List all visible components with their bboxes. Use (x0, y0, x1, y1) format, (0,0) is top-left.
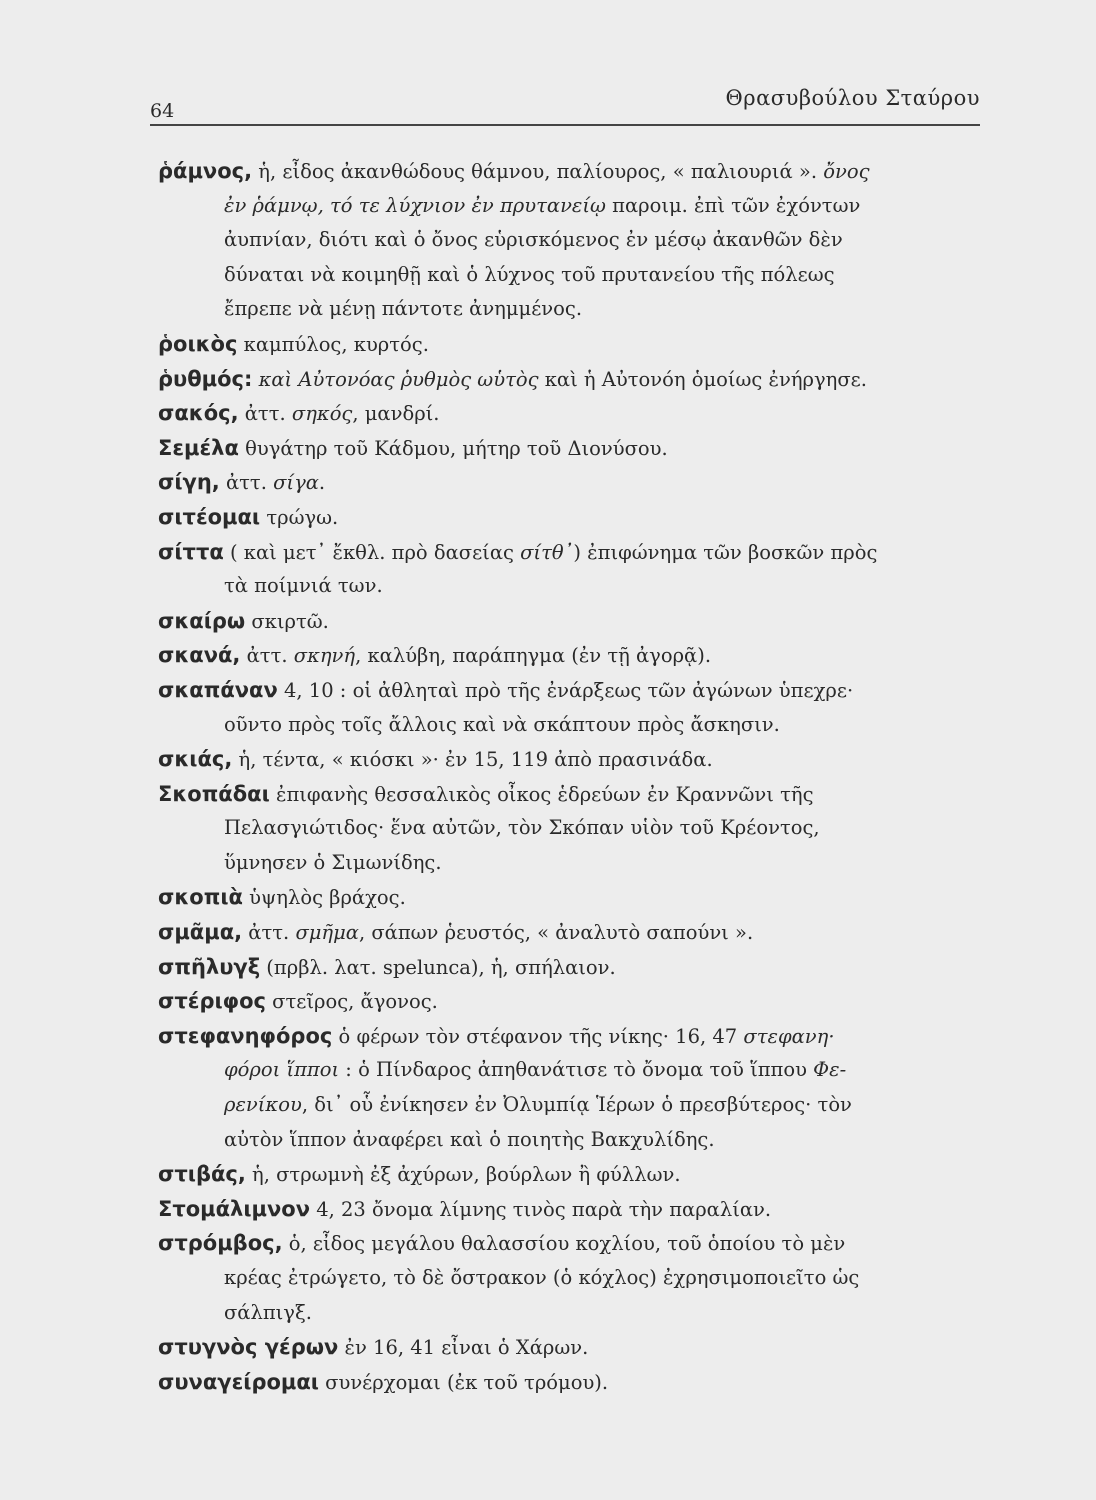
entry-definition-text: ) ἐπιφώνημα τῶν βοσκῶν πρὸς (573, 540, 878, 564)
entry-lemma: στέριφος (158, 989, 266, 1014)
entry-definition-text: τὰ ποίμνιά των. (224, 574, 383, 598)
entry-continuation-line (158, 292, 990, 327)
entry-definition-text: ὑψηλὸς βράχος. (242, 886, 406, 910)
entry-quote-text: ἐν ῥάμνῳ, τό τε λύχνιον ἐν πρυτανείῳ (224, 193, 606, 217)
entry-lemma: Σκοπάδαι (158, 781, 270, 806)
entry-lemma: σίγη, (158, 470, 220, 495)
entry-line (158, 1226, 990, 1261)
entry-quote-text: σηκός (291, 402, 353, 426)
entry-lemma: σπῆλυγξ (158, 954, 261, 979)
entry-quote-text: σκηνή (293, 644, 356, 668)
entry-definition-text: σάλπιγξ. (224, 1300, 312, 1324)
entry-line (158, 1330, 990, 1365)
entry-quote-text: ρενίκου (224, 1093, 302, 1117)
entry-definition-text: : ὁ Πίνδαρος ἀπηθανάτισε τὸ ὄνομα τοῦ ἵππου (339, 1058, 814, 1082)
entry-lemma: συναγείρομαι (158, 1369, 319, 1394)
entry-definition-text: ὁ φέρων τὸν στέφανον τῆς νίκης· 16, 47 (332, 1024, 744, 1048)
entry-definition-text: οῦντο πρὸς τοῖς ἄλλοις καὶ νὰ σκάπτουν πρὸς ἄσκησιν. (224, 712, 780, 736)
entry-continuation-line (158, 1088, 990, 1123)
entry-definition-text: 4, 23 ὄνομα λίμνης τινὸς παρὰ τὴν παραλίαν. (310, 1197, 772, 1221)
entry-continuation-line (158, 258, 990, 293)
entry-lemma: σκοπιὰ (158, 885, 243, 910)
entry-continuation-line (158, 189, 990, 224)
entry-continuation-line (158, 1053, 990, 1088)
entry-continuation-line (158, 811, 990, 846)
entry-quote-text: σίγα (273, 471, 319, 495)
entry-definition-text: ὕμνησεν ὁ Σιμωνίδης. (224, 850, 442, 874)
entry-definition-text: ἀττ. (240, 644, 294, 668)
entry-definition-text: ἀττ. (238, 402, 292, 426)
entry-definition-text: τρώγω. (260, 505, 339, 529)
entry-line (158, 431, 990, 466)
entry-continuation-line (158, 1123, 990, 1158)
entry-line (158, 327, 990, 362)
entry-line (158, 984, 990, 1019)
entry-definition-text: αὐτὸν ἵππον ἀναφέρει καὶ ὁ ποιητὴς Βακχυλίδης. (224, 1127, 715, 1151)
entry-continuation-line (158, 708, 990, 743)
entry-definition-text: καμπύλος, κυρτός. (237, 332, 429, 356)
entry-line (158, 673, 990, 708)
entry-line (158, 500, 990, 535)
entry-definition-text: . (318, 471, 326, 495)
entry-lemma: στρόμβος, (158, 1231, 283, 1256)
entry-continuation-line (158, 569, 990, 604)
entry-lemma: σκανά, (158, 643, 241, 668)
page-number: 64 (150, 100, 175, 122)
entry-definition-text: , σάπων ῥευστός, « ἀναλυτὸ σαπούνι ». (358, 921, 754, 945)
entry-definition-text: στεῖρος, ἄγονος. (265, 990, 438, 1014)
entry-definition-text: συνέρχομαι (ἐκ τοῦ τρόμου). (318, 1370, 609, 1394)
entry-line (158, 535, 990, 570)
entry-definition-text: ἀττ. (242, 921, 296, 945)
entry-definition-text: ἡ, τέντα, « κιόσκι »· ἐν 15, 119 ἀπὸ πρασινάδα. (232, 748, 713, 772)
entry-lemma: ῥυθμός: (158, 366, 253, 391)
entry-definition-text: παροιμ. ἐπὶ τῶν ἐχόντων (605, 193, 861, 217)
entry-line (158, 1365, 990, 1400)
entry-definition-text: κρέας ἐτρώγετο, τὸ δὲ ὄστρακον (ὁ κόχλος) ἐχρησιμοποιεῖτο ὡς (224, 1266, 860, 1289)
entry-lemma: σίττα (158, 539, 224, 564)
entry-line (158, 915, 990, 950)
entry-definition-text: ἀυπνίαν, διότι καὶ ὁ ὄνος εὑρισκόμενος ἐν μέσῳ ἀκανθῶν δὲν (224, 228, 843, 252)
entry-definition-text: ἐν 16, 41 εἶναι ὁ Χάρων. (338, 1336, 589, 1360)
entry-line (158, 465, 990, 500)
entry-lemma: σκαπάναν (158, 677, 278, 702)
entry-line (158, 396, 990, 431)
entry-line (158, 880, 990, 915)
entry-quote-text: Φε- (813, 1058, 847, 1082)
running-head: Θρασυβούλου Σταύρου (725, 86, 980, 110)
entry-quote-text: σίτθ᾽ (520, 540, 574, 564)
entry-lemma: Σεμέλα (158, 435, 239, 460)
entry-definition-text: ( καὶ μετ᾽ ἔκθλ. πρὸ δασείας (223, 540, 521, 564)
entry-definition-text: ἔπρεπε νὰ μένῃ πάντοτε ἀνημμένος. (224, 297, 583, 321)
entry-definition-text: , μανδρί. (352, 402, 440, 426)
entry-line (158, 154, 990, 189)
entry-definition-text: (πρβλ. λατ. spelunca), ἡ, σπήλαιον. (260, 955, 616, 979)
entry-line (158, 777, 990, 812)
entry-lemma: σμᾶμα, (158, 920, 243, 945)
entry-definition-text: καὶ ἡ Αὐτονόη ὁμοίως ἐνήργησε. (538, 367, 867, 391)
entry-lemma: στιβάς, (158, 1162, 246, 1187)
entry-definition-text: ἡ, στρωμνὴ ἐξ ἀχύρων, βούρλων ἢ φύλλων. (245, 1163, 681, 1187)
entry-definition-text: δύναται νὰ κοιμηθῇ καὶ ὁ λύχνος τοῦ πρυτανείου τῆς πόλεως (224, 262, 835, 286)
entry-definition-text: ἡ, εἶδος ἀκανθώδους θάμνου, παλίουρος, « παλιουριά ». (252, 160, 824, 183)
entry-quote-text: στεφανη· (743, 1024, 835, 1048)
entry-line (158, 742, 990, 777)
entry-continuation-line (158, 1296, 990, 1331)
entry-line (158, 1192, 990, 1227)
entry-line (158, 950, 990, 985)
entry-definition-text: 4, 10 : οἱ ἀθληταὶ πρὸ τῆς ἐνάρξεως τῶν ἀγώνων ὑπεχρε· (277, 678, 854, 702)
entry-definition-text: θυγάτηρ τοῦ Κάδμου, μήτηρ τοῦ Διονύσου. (238, 436, 668, 460)
glossary-entries (158, 154, 990, 1399)
entry-lemma: σκαίρω (158, 608, 246, 633)
entry-line (158, 604, 990, 639)
entry-lemma: Στομάλιμνον (158, 1196, 311, 1221)
entry-lemma: σκιάς, (158, 747, 233, 772)
entry-continuation-line (158, 846, 990, 881)
entry-definition-text: ἀττ. (219, 471, 274, 495)
entry-line (158, 638, 990, 673)
header-rule (150, 124, 980, 126)
entry-definition-text: , δι᾽ οὗ ἐνίκησεν ἐν Ὀλυμπίᾳ Ἱέρων ὁ πρεσβύτερος· τὸν (301, 1093, 852, 1117)
entry-quote-text: καὶ Αὐτονόας ῥυθμὸς ωὑτὸς (252, 367, 539, 391)
entry-continuation-line (158, 1261, 990, 1296)
entry-quote-text: ὄνος (823, 160, 870, 183)
entry-lemma: ῥοικὸς (158, 331, 238, 356)
entry-definition-text: ἐπιφανὴς θεσσαλικὸς οἶκος ἑδρεύων ἐν Κραννῶνι τῆς (269, 782, 814, 806)
entry-line (158, 1157, 990, 1192)
entry-lemma: σακός, (158, 401, 239, 426)
entry-definition-text: , καλύβη, παράπηγμα (ἐν τῇ ἀγορᾷ). (355, 644, 712, 668)
entry-quote-text: φόροι ἵπποι (224, 1058, 340, 1082)
entry-line (158, 362, 990, 397)
entry-lemma: σιτέομαι (158, 504, 261, 529)
entry-lemma: στεφανηφόρος (158, 1023, 333, 1048)
entry-lemma: στυγνὸς γέρων (158, 1335, 339, 1360)
entry-lemma: ῥάμνος, (158, 159, 253, 183)
entry-definition-text: ὁ, εἶδος μεγάλου θαλασσίου κοχλίου, τοῦ ὁποίου τὸ μὲν (282, 1232, 846, 1256)
entry-quote-text: σμῆμα (295, 921, 359, 945)
entry-line (158, 1019, 990, 1054)
entry-definition-text: σκιρτῶ. (245, 609, 329, 633)
entry-continuation-line (158, 223, 990, 258)
entry-definition-text: Πελασγιώτιδος· ἕνα αὐτῶν, τὸν Σκόπαν υἱὸν τοῦ Κρέοντος, (224, 816, 820, 840)
